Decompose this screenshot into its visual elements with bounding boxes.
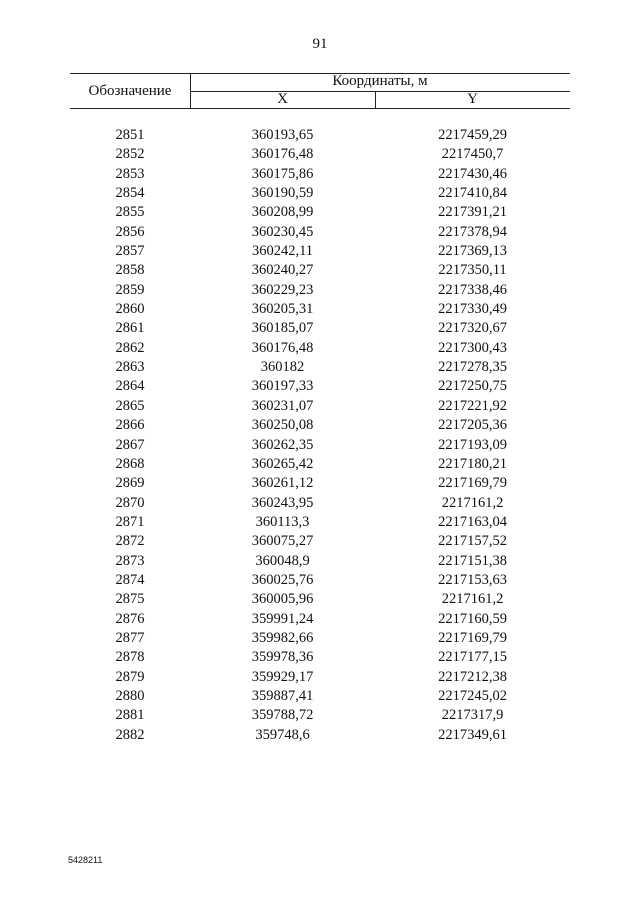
y-coordinate-cell: 2217160,59: [438, 610, 507, 627]
table-row: [70, 165, 570, 184]
y-coordinate-cell: 2217317,9: [441, 707, 504, 724]
y-coordinate-cell: 2217430,46: [438, 165, 507, 182]
y-coordinate-cell: 2217459,29: [438, 127, 507, 143]
table-row: [70, 184, 570, 203]
point-id-cell: 2878: [115, 649, 145, 666]
y-coordinate-cell: 2217169,79: [438, 475, 507, 492]
x-coordinate-cell: 360261,12: [251, 475, 314, 492]
point-id-cell: 2862: [115, 339, 145, 356]
x-coordinate-cell: 360230,45: [251, 223, 314, 240]
x-column-header: X: [277, 91, 288, 107]
point-id-cell: 2856: [115, 223, 145, 240]
table-row: [70, 436, 570, 455]
x-coordinate-cell: 360175,86: [251, 165, 314, 182]
x-coordinate-cell: 359748,6: [255, 726, 310, 743]
y-coordinate-cell: 2217180,21: [438, 455, 507, 472]
point-id-cell: 2876: [115, 610, 145, 627]
x-coordinate-cell: 360005,96: [251, 591, 314, 608]
table-row: [70, 494, 570, 513]
table-row: [70, 339, 570, 358]
table-row: [70, 377, 570, 396]
table-row: [70, 706, 570, 725]
x-coordinate-cell: 360185,07: [251, 320, 314, 337]
table-row: [70, 261, 570, 280]
point-id-cell: 2866: [115, 417, 145, 434]
y-coordinate-cell: 2217245,02: [438, 687, 507, 704]
table-row: [70, 648, 570, 667]
designation-header: Обозначение: [88, 83, 172, 99]
point-id-cell: 2870: [115, 494, 145, 511]
point-id-cell: 2857: [115, 243, 145, 260]
x-coordinate-cell: 359982,66: [251, 629, 314, 646]
y-coordinate-cell: 2217391,21: [438, 204, 507, 221]
table-body: [70, 126, 570, 745]
x-coordinate-cell: 360176,48: [251, 339, 314, 356]
point-id-cell: 2851: [115, 127, 145, 143]
table-row: [70, 687, 570, 706]
x-coordinate-cell: 360176,48: [251, 146, 314, 163]
point-id-cell: 2855: [115, 204, 145, 221]
y-coordinate-cell: 2217161,2: [441, 591, 504, 608]
x-coordinate-cell: 360182: [260, 359, 305, 376]
y-coordinate-cell: 2217177,15: [438, 649, 507, 666]
y-coordinate-cell: 2217378,94: [438, 223, 507, 240]
y-coordinate-cell: 2217338,46: [438, 281, 507, 298]
y-coordinate-cell: 2217212,38: [438, 668, 507, 685]
y-coordinate-cell: 2217163,04: [438, 513, 507, 530]
table-row: [70, 610, 570, 629]
point-id-cell: 2861: [115, 320, 145, 337]
y-coordinate-cell: 2217193,09: [438, 436, 507, 453]
x-coordinate-cell: 360205,31: [251, 301, 314, 318]
table-row: [70, 358, 570, 377]
x-coordinate-cell: 360231,07: [251, 397, 314, 414]
point-id-cell: 2853: [115, 165, 145, 182]
x-coordinate-cell: 359991,24: [251, 610, 314, 627]
point-id-cell: 2875: [115, 591, 145, 608]
x-coordinate-cell: 360242,11: [251, 243, 314, 260]
y-coordinate-cell: 2217330,49: [438, 301, 507, 318]
table-row: [70, 552, 570, 571]
x-coordinate-cell: 359978,36: [251, 649, 314, 666]
point-id-cell: 2882: [115, 726, 145, 743]
y-coordinate-cell: 2217151,38: [438, 552, 507, 569]
table-row: [70, 513, 570, 532]
x-coordinate-cell: 360262,35: [251, 436, 314, 453]
page-number: 91: [312, 36, 328, 52]
x-coordinate-cell: 360025,76: [251, 571, 314, 588]
table-row: [70, 571, 570, 590]
x-coordinate-cell: 360048,9: [255, 552, 310, 569]
point-id-cell: 2860: [115, 301, 145, 318]
y-coordinate-cell: 2217169,79: [438, 629, 507, 646]
x-coordinate-cell: 359788,72: [251, 707, 314, 724]
table-row: [70, 668, 570, 687]
x-coordinate-cell: 359929,17: [251, 668, 314, 685]
point-id-cell: 2880: [115, 687, 145, 704]
point-id-cell: 2864: [115, 378, 145, 395]
point-id-cell: 2877: [115, 629, 145, 646]
x-coordinate-cell: 360229,23: [251, 281, 314, 298]
y-coordinate-cell: 2217221,92: [438, 397, 507, 414]
table-row: [70, 629, 570, 648]
table-row: [70, 474, 570, 493]
table-row: [70, 242, 570, 261]
y-coordinate-cell: 2217369,13: [438, 243, 507, 260]
point-id-cell: 2879: [115, 668, 145, 685]
footer-code: 5428211: [68, 855, 103, 865]
x-coordinate-cell: 360075,27: [251, 533, 314, 550]
y-coordinate-cell: 2217161,2: [441, 494, 504, 511]
table-row: [70, 455, 570, 474]
table-row: [70, 145, 570, 164]
x-coordinate-cell: 360243,95: [251, 494, 314, 511]
point-id-cell: 2852: [115, 146, 145, 163]
point-id-cell: 2865: [115, 397, 145, 414]
y-coordinate-cell: 2217157,52: [438, 533, 507, 550]
table-row: [70, 726, 570, 745]
point-id-cell: 2868: [115, 455, 145, 472]
table-row: [70, 416, 570, 435]
x-coordinate-cell: 360250,08: [251, 417, 314, 434]
y-coordinate-cell: 2217300,43: [438, 339, 507, 356]
table-row: [70, 532, 570, 551]
y-coordinate-cell: 2217450,7: [441, 146, 504, 163]
point-id-cell: 2872: [115, 533, 145, 550]
y-coordinate-cell: 2217278,35: [438, 359, 507, 376]
coordinates-header: Координаты, м: [332, 73, 428, 89]
table-row: [70, 319, 570, 338]
y-column-header: Y: [467, 91, 478, 107]
point-id-cell: 2863: [115, 359, 145, 376]
y-coordinate-cell: 2217349,61: [438, 726, 507, 743]
x-coordinate-cell: 360265,42: [251, 455, 314, 472]
x-coordinate-cell: 360240,27: [251, 262, 314, 279]
point-id-cell: 2874: [115, 571, 145, 588]
point-id-cell: 2858: [115, 262, 145, 279]
point-id-cell: 2869: [115, 475, 145, 492]
table-row: [70, 126, 570, 145]
y-coordinate-cell: 2217350,11: [438, 262, 507, 279]
x-coordinate-cell: 360190,59: [251, 185, 314, 202]
table-row: [70, 223, 570, 242]
x-coordinate-cell: 360208,99: [251, 204, 314, 221]
y-coordinate-cell: 2217410,84: [438, 185, 507, 202]
x-coordinate-cell: 360193,65: [251, 127, 314, 143]
table-row: [70, 590, 570, 609]
point-id-cell: 2881: [115, 707, 145, 724]
y-coordinate-cell: 2217320,67: [438, 320, 507, 337]
point-id-cell: 2873: [115, 552, 145, 569]
x-coordinate-cell: 359887,41: [251, 687, 314, 704]
header-bottom-rule: [70, 108, 570, 109]
table-row: [70, 300, 570, 319]
point-id-cell: 2859: [115, 281, 145, 298]
table-row: [70, 397, 570, 416]
x-coordinate-cell: 360197,33: [251, 378, 314, 395]
point-id-cell: 2867: [115, 436, 145, 453]
y-coordinate-cell: 2217205,36: [438, 417, 507, 434]
point-id-cell: 2871: [115, 513, 145, 530]
table-row: [70, 203, 570, 222]
point-id-cell: 2854: [115, 185, 145, 202]
x-coordinate-cell: 360113,3: [255, 513, 310, 530]
y-coordinate-cell: 2217250,75: [438, 378, 507, 395]
y-coordinate-cell: 2217153,63: [438, 571, 507, 588]
table-row: [70, 281, 570, 300]
